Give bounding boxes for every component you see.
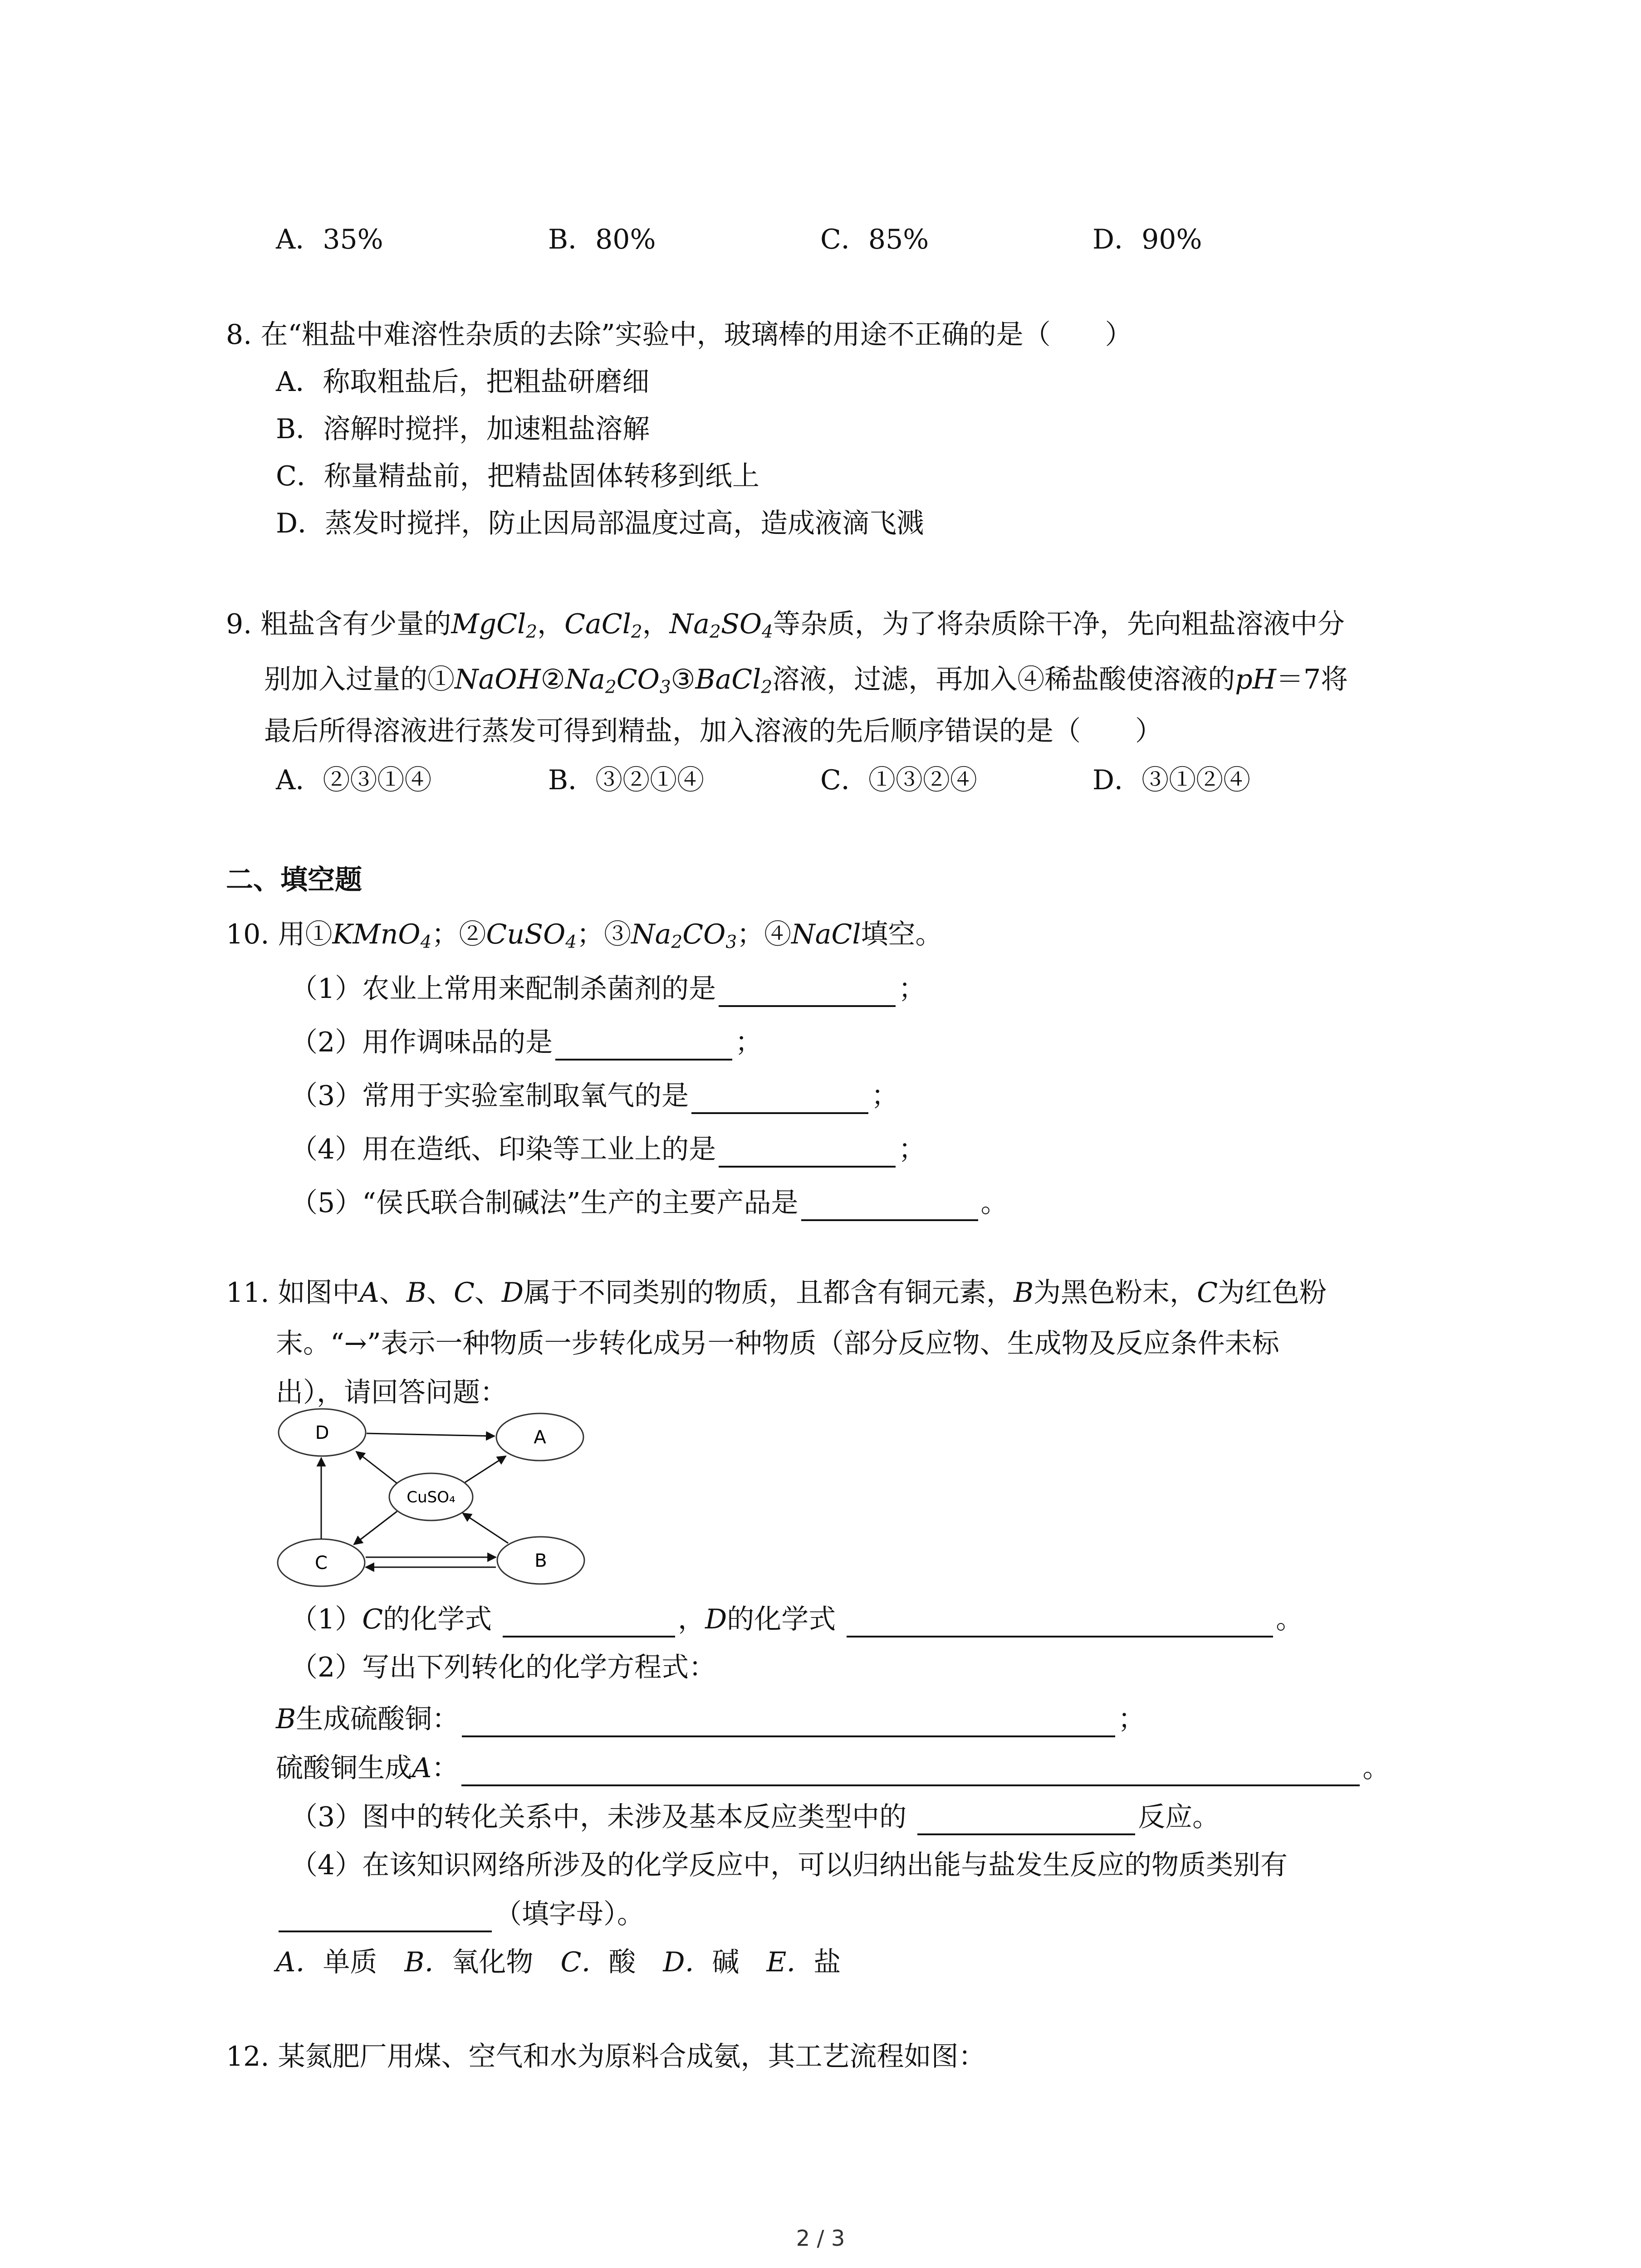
- answer-blank[interactable]: [279, 1901, 492, 1932]
- answer-blank[interactable]: [503, 1607, 675, 1637]
- copper-conversion-diagram: [272, 1406, 599, 1597]
- q11-part2-c: 硫酸铜生成A： 。: [276, 1750, 1390, 1786]
- arrow-cuso4-to-a: [465, 1456, 506, 1482]
- q11-part2: （2）写出下列转化的化学方程式：: [290, 1652, 716, 1683]
- q11-stem-line3: 出），请回答问题：: [276, 1377, 507, 1408]
- answer-blank[interactable]: [847, 1607, 1273, 1637]
- answer-blank[interactable]: [462, 1706, 1115, 1737]
- page-number: 2 / 3: [796, 2226, 845, 2251]
- arrow-d-to-a: [367, 1433, 495, 1436]
- node-d-label: D: [315, 1422, 329, 1443]
- answer-blank[interactable]: [555, 1030, 732, 1061]
- q11-part4-line2: （填字母）。: [276, 1896, 644, 1932]
- section-heading: 二、填空题: [226, 864, 362, 896]
- q7-option-d: D．90%: [1092, 224, 1202, 255]
- q9-stem-line1: 9. 粗盐含有少量的MgCl$_2$，CaCl$_2$，$Na_2SO_4$等杂质，为了将杂质除干净，先向粗盐溶液中分: [226, 608, 1345, 642]
- q9-option-b: B．③②①④: [548, 764, 705, 796]
- answer-blank[interactable]: [691, 1083, 868, 1114]
- answer-blank[interactable]: [461, 1755, 1360, 1786]
- node-cuso4-label: CuSO₄: [407, 1488, 456, 1506]
- q10-item-4: （4）用在造纸、印染等工业上的是 ；: [290, 1131, 926, 1168]
- q9-option-a: A．②③①④: [276, 764, 432, 796]
- node-c-label: C: [315, 1553, 328, 1574]
- q11-choices: A．单质 B．氧化物 C．酸 D．碱 E．盐: [276, 1946, 841, 1978]
- node-b-label: B: [534, 1550, 547, 1571]
- q9-stem-line3: 最后所得溶液进行蒸发可得到精盐，加入溶液的先后顺序错误的是（ ）: [264, 715, 1162, 747]
- q9-stem-line2: 别加入过量的$①NaOH②Na_2CO_3③BaCl_2$溶液，过滤，再加入④稀盐酸使溶液的pH＝7将: [264, 664, 1348, 698]
- q7-option-a: A．35%: [276, 224, 383, 255]
- q11-part2-b: B生成硫酸铜： ；: [276, 1701, 1145, 1737]
- q10-item-5: （5）“侯氏联合制碱法”生产的主要产品是 。: [290, 1185, 1008, 1221]
- node-a-label: A: [534, 1427, 546, 1448]
- q11-stem-line1: 11. 如图中A、B、C、D属于不同类别的物质，且都含有铜元素，B为黑色粉末，C为红色粉: [226, 1277, 1327, 1309]
- q10-stem: 10. 用①KMnO$_4$；②CuSO$_4$；$③Na_2CO_3$；④NaCl填空。: [226, 919, 943, 953]
- answer-blank[interactable]: [719, 976, 896, 1007]
- arrow-cuso4-to-c: [354, 1511, 397, 1545]
- q9-option-d: D．③①②④: [1092, 764, 1251, 796]
- q11-stem-line2: 末。“→”表示一种物质一步转化成另一种物质（部分反应物、生成物及反应条件未标: [276, 1328, 1279, 1359]
- q8-option-c: C．称量精盐前，把精盐固体转移到纸上: [276, 460, 759, 492]
- q12-stem: 12. 某氮肥厂用煤、空气和水为原料合成氨，其工艺流程如图：: [226, 2041, 986, 2072]
- q10-item-3: （3）常用于实验室制取氧气的是 ；: [290, 1078, 898, 1114]
- q7-option-c: C．85%: [820, 224, 929, 255]
- q8-option-a: A．称取粗盐后，把粗盐研磨细: [276, 366, 650, 398]
- q11-part3: （3）图中的转化关系中，未涉及基本反应类型中的 反应。: [290, 1799, 1220, 1835]
- q8-option-b: B．溶解时搅拌，加速粗盐溶解: [276, 413, 650, 445]
- q7-option-b: B．80%: [548, 224, 656, 255]
- answer-blank[interactable]: [801, 1190, 978, 1221]
- answer-blank[interactable]: [917, 1804, 1135, 1835]
- q8-option-d: D．蒸发时搅拌，防止因局部温度过高，造成液滴飞溅: [276, 508, 924, 539]
- q11-part4: （4）在该知识网络所涉及的化学反应中，可以归纳出能与盐发生反应的物质类别有: [290, 1849, 1288, 1881]
- answer-blank[interactable]: [719, 1137, 896, 1168]
- q11-part1: （1）C的化学式 ，D的化学式 。: [290, 1601, 1303, 1637]
- q9-option-c: C．①③②④: [820, 764, 977, 796]
- q8-stem: 8. 在“粗盐中难溶性杂质的去除”实验中，玻璃棒的用途不正确的是（ ）: [226, 319, 1132, 351]
- q10-item-2: （2）用作调味品的是 ；: [290, 1024, 762, 1061]
- arrow-b-to-cuso4: [463, 1513, 508, 1543]
- arrow-cuso4-to-d: [356, 1452, 397, 1483]
- q10-item-1: （1）农业上常用来配制杀菌剂的是 ；: [290, 971, 926, 1007]
